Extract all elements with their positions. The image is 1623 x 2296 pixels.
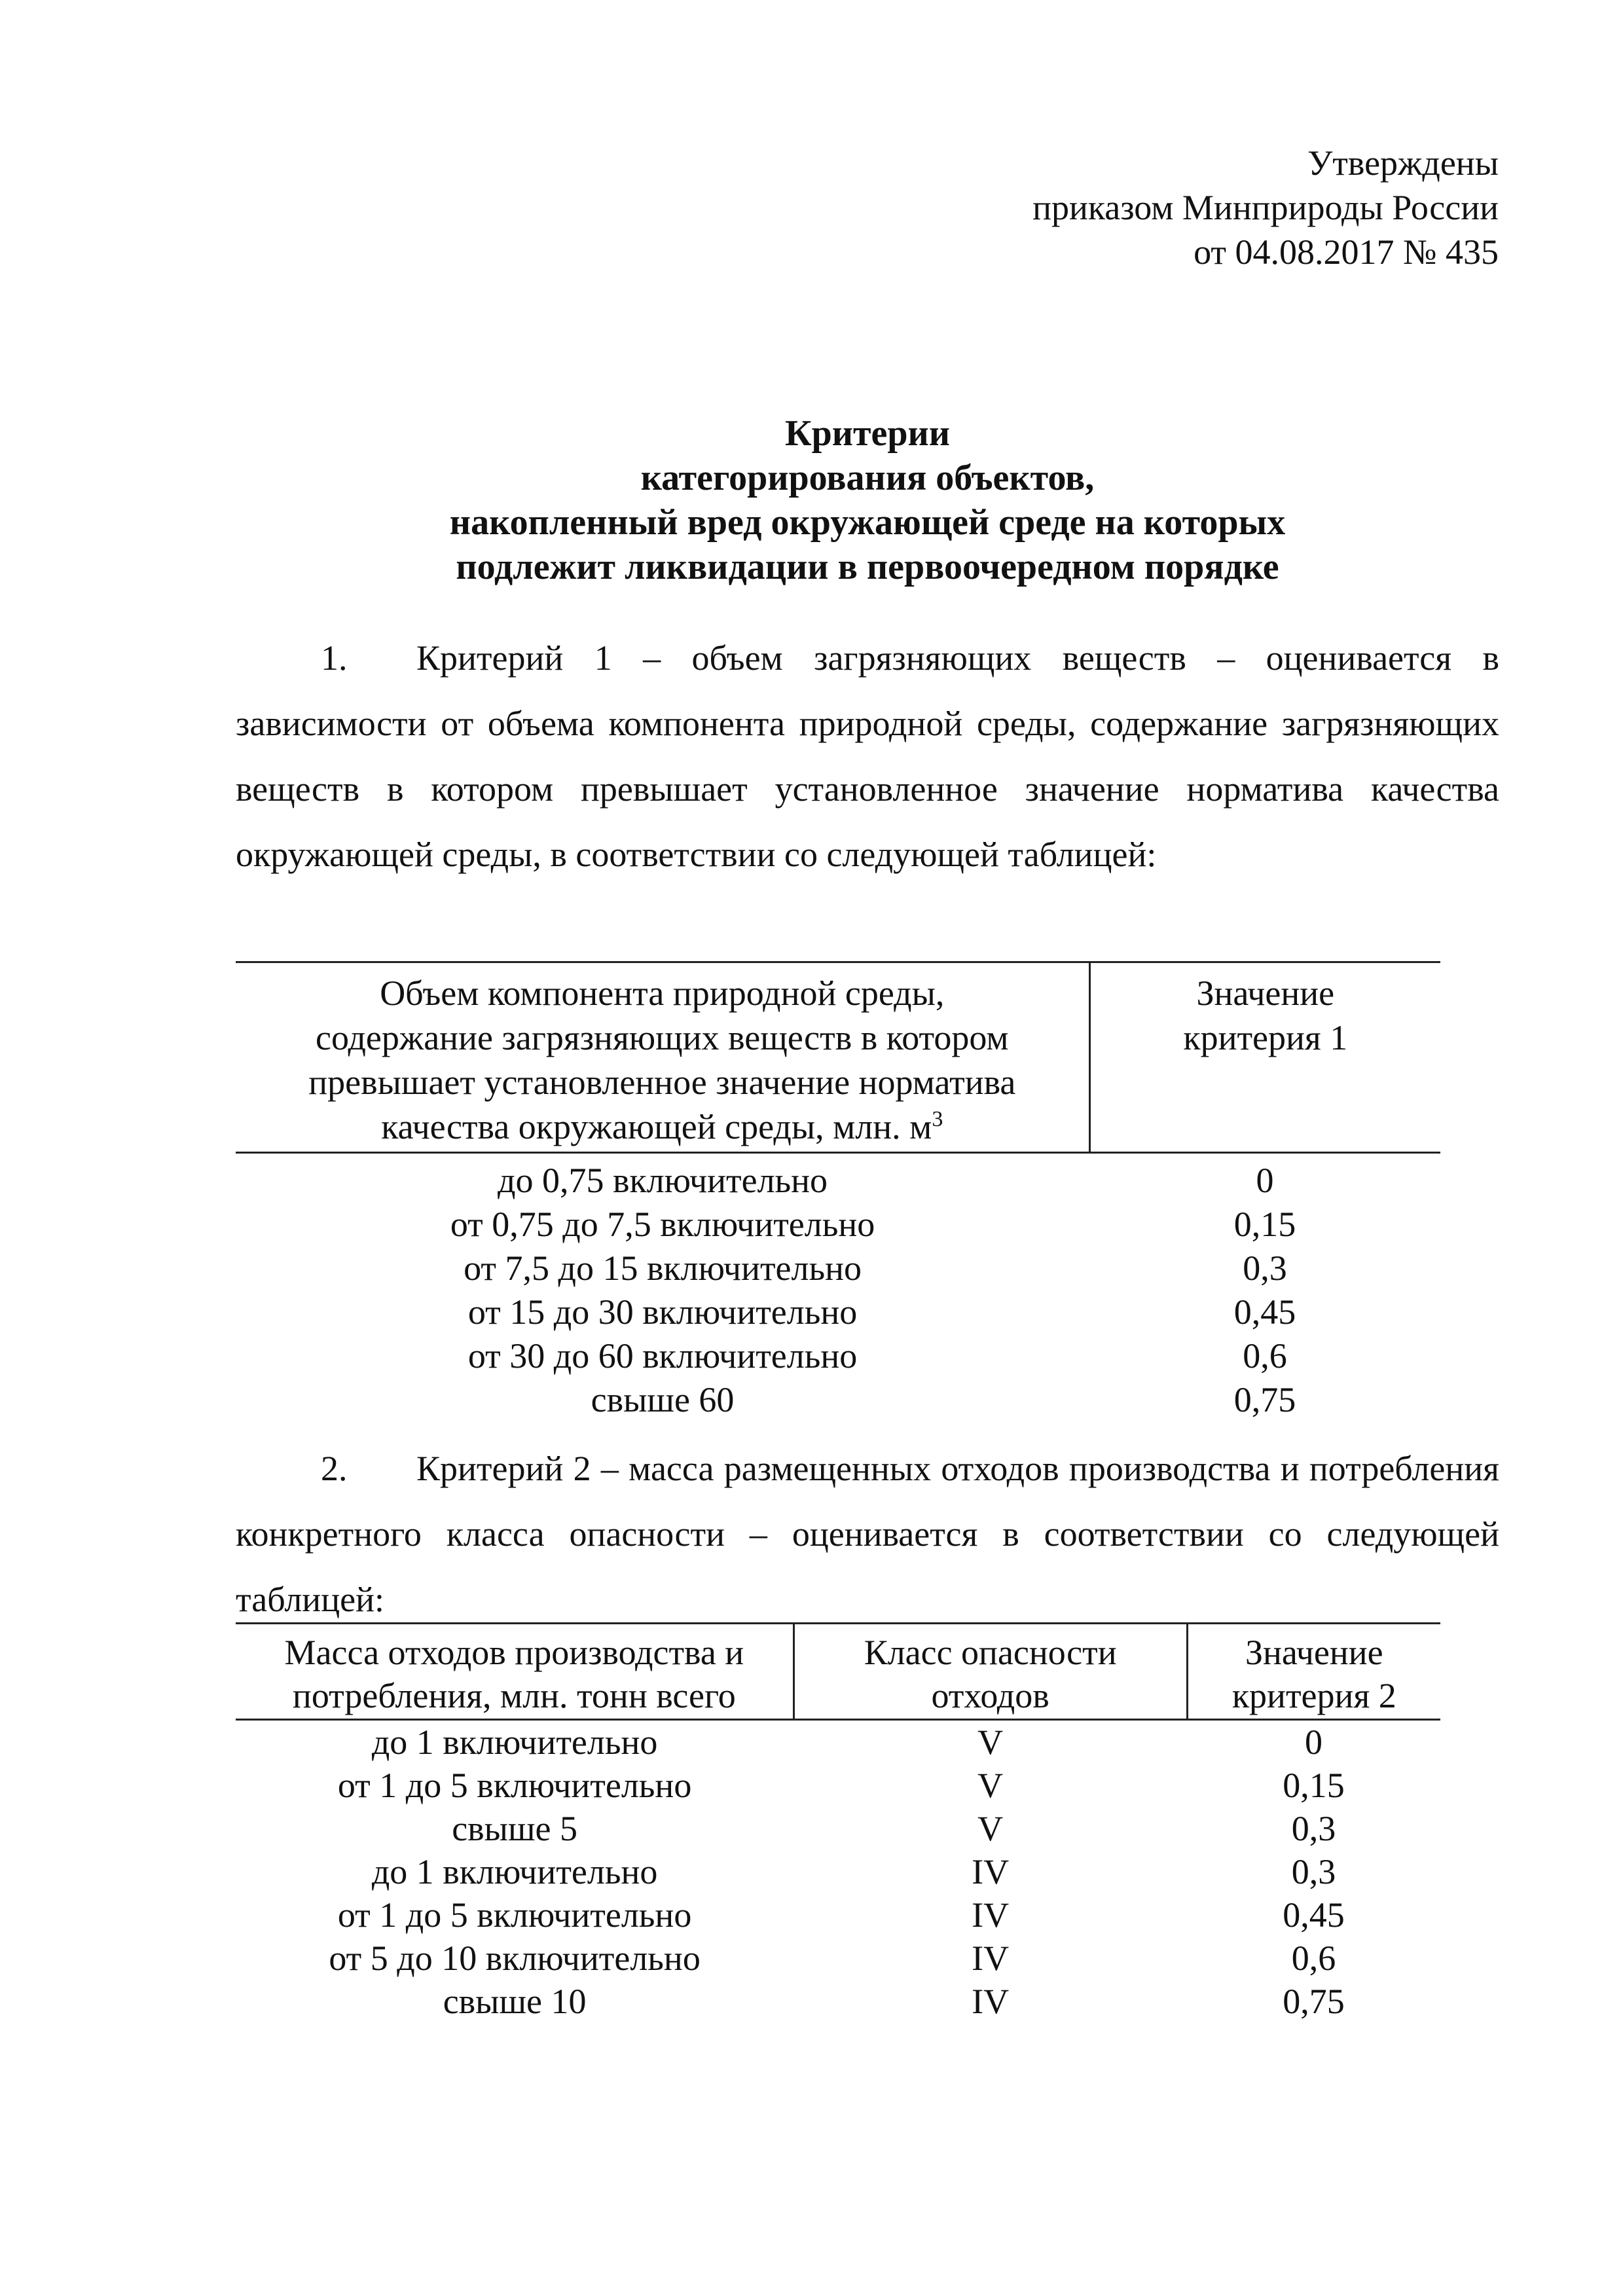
table-row — [236, 1334, 1440, 1378]
volume-column-header — [236, 962, 1089, 1153]
hazard-class-cell: V — [977, 1809, 1004, 1848]
hazard-class-cell: V — [977, 1766, 1004, 1805]
title-line-1: Критерии — [784, 413, 951, 454]
volume-cell: до 0,75 включительно — [498, 1161, 828, 1200]
mass-cell: свыше 5 — [452, 1809, 577, 1848]
paragraph-1-number: 1. — [321, 638, 348, 678]
mass-cell: от 1 до 5 включительно — [337, 1766, 692, 1805]
table-row — [236, 1378, 1440, 1422]
table-row — [236, 1720, 1440, 1764]
paragraph-2-number: 2. — [321, 1449, 348, 1488]
value2-header-line-2: критерия 2 — [1231, 1676, 1396, 1715]
mass-header-line-1: Масса отходов производства и — [284, 1633, 744, 1672]
volume-cell: от 7,5 до 15 включительно — [464, 1248, 862, 1288]
paragraph-1 — [236, 625, 1499, 887]
criterion-value-cell: 0,3 — [1291, 1852, 1336, 1891]
table-header-row — [236, 962, 1440, 1153]
value-header-line-2: критерия 1 — [1183, 1018, 1348, 1057]
paragraph-2 — [236, 1436, 1499, 1632]
volume-cell: свыше 60 — [591, 1380, 735, 1419]
approval-block — [1032, 141, 1499, 274]
hazard-class-column-header — [793, 1624, 1187, 1720]
volume-cell: от 15 до 30 включительно — [467, 1292, 858, 1332]
table-row — [236, 1203, 1440, 1247]
table-row — [236, 1980, 1440, 2023]
table-row — [236, 1153, 1440, 1203]
table-row — [236, 1937, 1440, 1980]
hazard-class-cell: IV — [972, 1852, 1010, 1891]
title-line-3: накопленный вред окружающей среде на которых — [449, 502, 1286, 543]
approval-line-3: от 04.08.2017 № 435 — [1194, 232, 1499, 272]
table-row — [236, 1764, 1440, 1807]
paragraph-2-text: Критерий 2 – масса размещенных отходов производства и потребления конкретного класса опасности – оценивается в соответствии со следующей таблицей: — [236, 1449, 1499, 1619]
approval-line-1: Утверждены — [1307, 143, 1499, 183]
criterion-value-cell: 0,45 — [1283, 1895, 1345, 1935]
table-header-row — [236, 1624, 1440, 1720]
criterion-2-table — [236, 1622, 1440, 2023]
criterion-value-cell: 0,3 — [1291, 1809, 1336, 1848]
criterion-value-cell: 0 — [1305, 1722, 1323, 1762]
table-row — [236, 1247, 1440, 1290]
paragraph-1-text: Критерий 1 – объем загрязняющих веществ – оценивается в зависимости от объема компонента природной среды, содержание загрязняющих веществ в котором превышает установленное значение норматива качества окружающей среды, в соответствии со следующей таблицей: — [236, 638, 1499, 874]
mass-cell: от 1 до 5 включительно — [337, 1895, 692, 1935]
criterion-value-cell: 0,6 — [1243, 1336, 1287, 1376]
mass-cell: от 5 до 10 включительно — [329, 1939, 701, 1978]
value2-header-line-1: Значение — [1245, 1633, 1383, 1672]
criterion-value-cell: 0,75 — [1283, 1982, 1345, 2021]
class-header-line-1: Класс опасности — [864, 1633, 1117, 1672]
table-row — [236, 1893, 1440, 1937]
volume-header-line-1: Объем компонента природной среды, — [380, 974, 945, 1013]
criterion-2-value-header — [1187, 1624, 1440, 1720]
hazard-class-cell: IV — [972, 1982, 1010, 2021]
volume-header-line-2: содержание загрязняющих веществ в котором — [316, 1018, 1009, 1057]
title-line-2: категорирования объектов, — [640, 458, 1095, 498]
volume-header-line-4-text: качества окружающей среды, млн. м — [381, 1107, 932, 1146]
value-header-line-1: Значение — [1196, 974, 1335, 1013]
criterion-value-cell: 0,3 — [1243, 1248, 1287, 1288]
table-row — [236, 1290, 1440, 1334]
mass-cell: свыше 10 — [443, 1982, 587, 2021]
cubic-superscript: 3 — [932, 1107, 943, 1131]
class-header-line-2: отходов — [931, 1676, 1049, 1715]
title-line-4: подлежит ликвидации в первоочередном порядке — [456, 547, 1279, 587]
volume-header-line-4 — [242, 1104, 1082, 1149]
hazard-class-cell: IV — [972, 1895, 1010, 1935]
criterion-value-cell: 0,15 — [1233, 1205, 1296, 1244]
table-row — [236, 1807, 1440, 1850]
hazard-class-cell: IV — [972, 1939, 1010, 1978]
volume-header-line-3: превышает установленное значение норматива — [308, 1063, 1016, 1102]
approval-line-2: приказом Минприроды России — [1032, 188, 1499, 227]
mass-cell: до 1 включительно — [371, 1852, 658, 1891]
mass-cell: до 1 включительно — [371, 1722, 658, 1762]
mass-column-header — [236, 1624, 793, 1720]
volume-cell: от 0,75 до 7,5 включительно — [450, 1205, 875, 1244]
criterion-value-cell: 0,6 — [1291, 1939, 1336, 1978]
criterion-value-cell: 0 — [1256, 1161, 1274, 1200]
criterion-value-cell: 0,45 — [1233, 1292, 1296, 1332]
hazard-class-cell: V — [977, 1722, 1004, 1762]
mass-header-line-2: потребления, млн. тонн всего — [292, 1676, 736, 1715]
document-title — [236, 411, 1499, 589]
criterion-1-table — [236, 961, 1440, 1422]
table-row — [236, 1850, 1440, 1893]
volume-cell: от 30 до 60 включительно — [467, 1336, 858, 1376]
criterion-value-cell: 0,75 — [1233, 1380, 1296, 1419]
criterion-1-value-header — [1089, 962, 1440, 1153]
criterion-value-cell: 0,15 — [1283, 1766, 1345, 1805]
